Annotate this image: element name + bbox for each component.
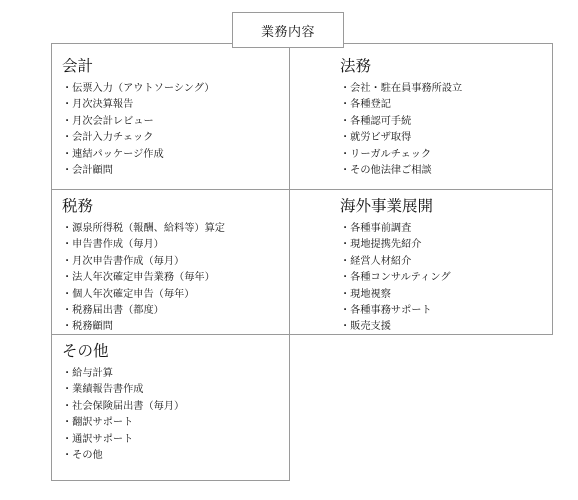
list-item: ・通訳サポート	[62, 433, 134, 445]
list-item: ・月次決算報告	[62, 99, 134, 111]
list-item: ・会計顧問	[62, 165, 113, 177]
section-other	[62, 341, 184, 464]
item-list	[340, 221, 451, 336]
list-item: ・連結パッケージ作成	[62, 148, 164, 160]
list-item: ・各種登記	[340, 99, 391, 111]
section-overseas-business	[340, 196, 451, 336]
list-item: ・その他法律ご相談	[340, 165, 432, 177]
list-item: ・伝票入力（アウトソーシング）	[62, 83, 215, 94]
list-item: ・経営人材紹介	[340, 255, 412, 267]
list-item: ・各種事務サポート	[340, 305, 432, 317]
list-item: ・翻訳サポート	[62, 417, 134, 429]
section-title: 税務	[62, 197, 94, 215]
list-item: ・各種事前調査	[340, 223, 412, 234]
list-item: ・業績報告書作成	[62, 384, 144, 396]
section-legal	[340, 56, 462, 179]
item-list	[62, 81, 214, 179]
section-title: 会計	[62, 57, 94, 75]
item-list	[62, 221, 225, 336]
grid-center-divider	[289, 43, 290, 481]
list-item: ・リーガルチェック	[340, 148, 432, 160]
section-title: その他	[62, 342, 109, 360]
list-item: ・各種コンサルティング	[340, 272, 451, 284]
list-item: ・申告書作成（毎月）	[62, 239, 164, 251]
section-tax	[62, 196, 225, 336]
list-item: ・月次申告書作成（毎月）	[62, 255, 185, 267]
section-title: 海外事業展開	[340, 197, 434, 215]
item-list	[340, 81, 462, 179]
section-accounting	[62, 56, 214, 179]
list-item: ・各種認可手続	[340, 115, 412, 127]
list-item: ・販売支援	[340, 321, 391, 333]
list-item: ・月次会計レビュー	[62, 115, 154, 127]
item-list	[62, 366, 184, 464]
list-item: ・現地視察	[340, 288, 391, 300]
list-item: ・法人年次確定申告業務（毎年）	[62, 272, 215, 284]
list-item: ・就労ビザ取得	[340, 132, 412, 144]
list-item: ・社会保険届出書（毎月）	[62, 400, 185, 412]
list-item: ・その他	[62, 450, 103, 462]
grid-bottom-border	[51, 480, 290, 481]
list-item: ・税務顧問	[62, 321, 113, 333]
grid-row-divider-1	[51, 189, 553, 190]
section-title: 法務	[340, 57, 372, 75]
list-item: ・会計入力チェック	[62, 132, 154, 144]
list-item: ・個人年次確定申告（毎年）	[62, 288, 195, 300]
page-title: 業務内容	[232, 12, 344, 48]
list-item: ・源泉所得税（報酬、給料等）算定	[62, 223, 225, 234]
list-item: ・給与計算	[62, 368, 113, 379]
grid-left-border	[51, 43, 52, 481]
list-item: ・会社・駐在員事務所設立	[340, 83, 463, 94]
list-item: ・現地提携先紹介	[340, 239, 422, 251]
list-item: ・税務届出書（都度）	[62, 305, 164, 317]
